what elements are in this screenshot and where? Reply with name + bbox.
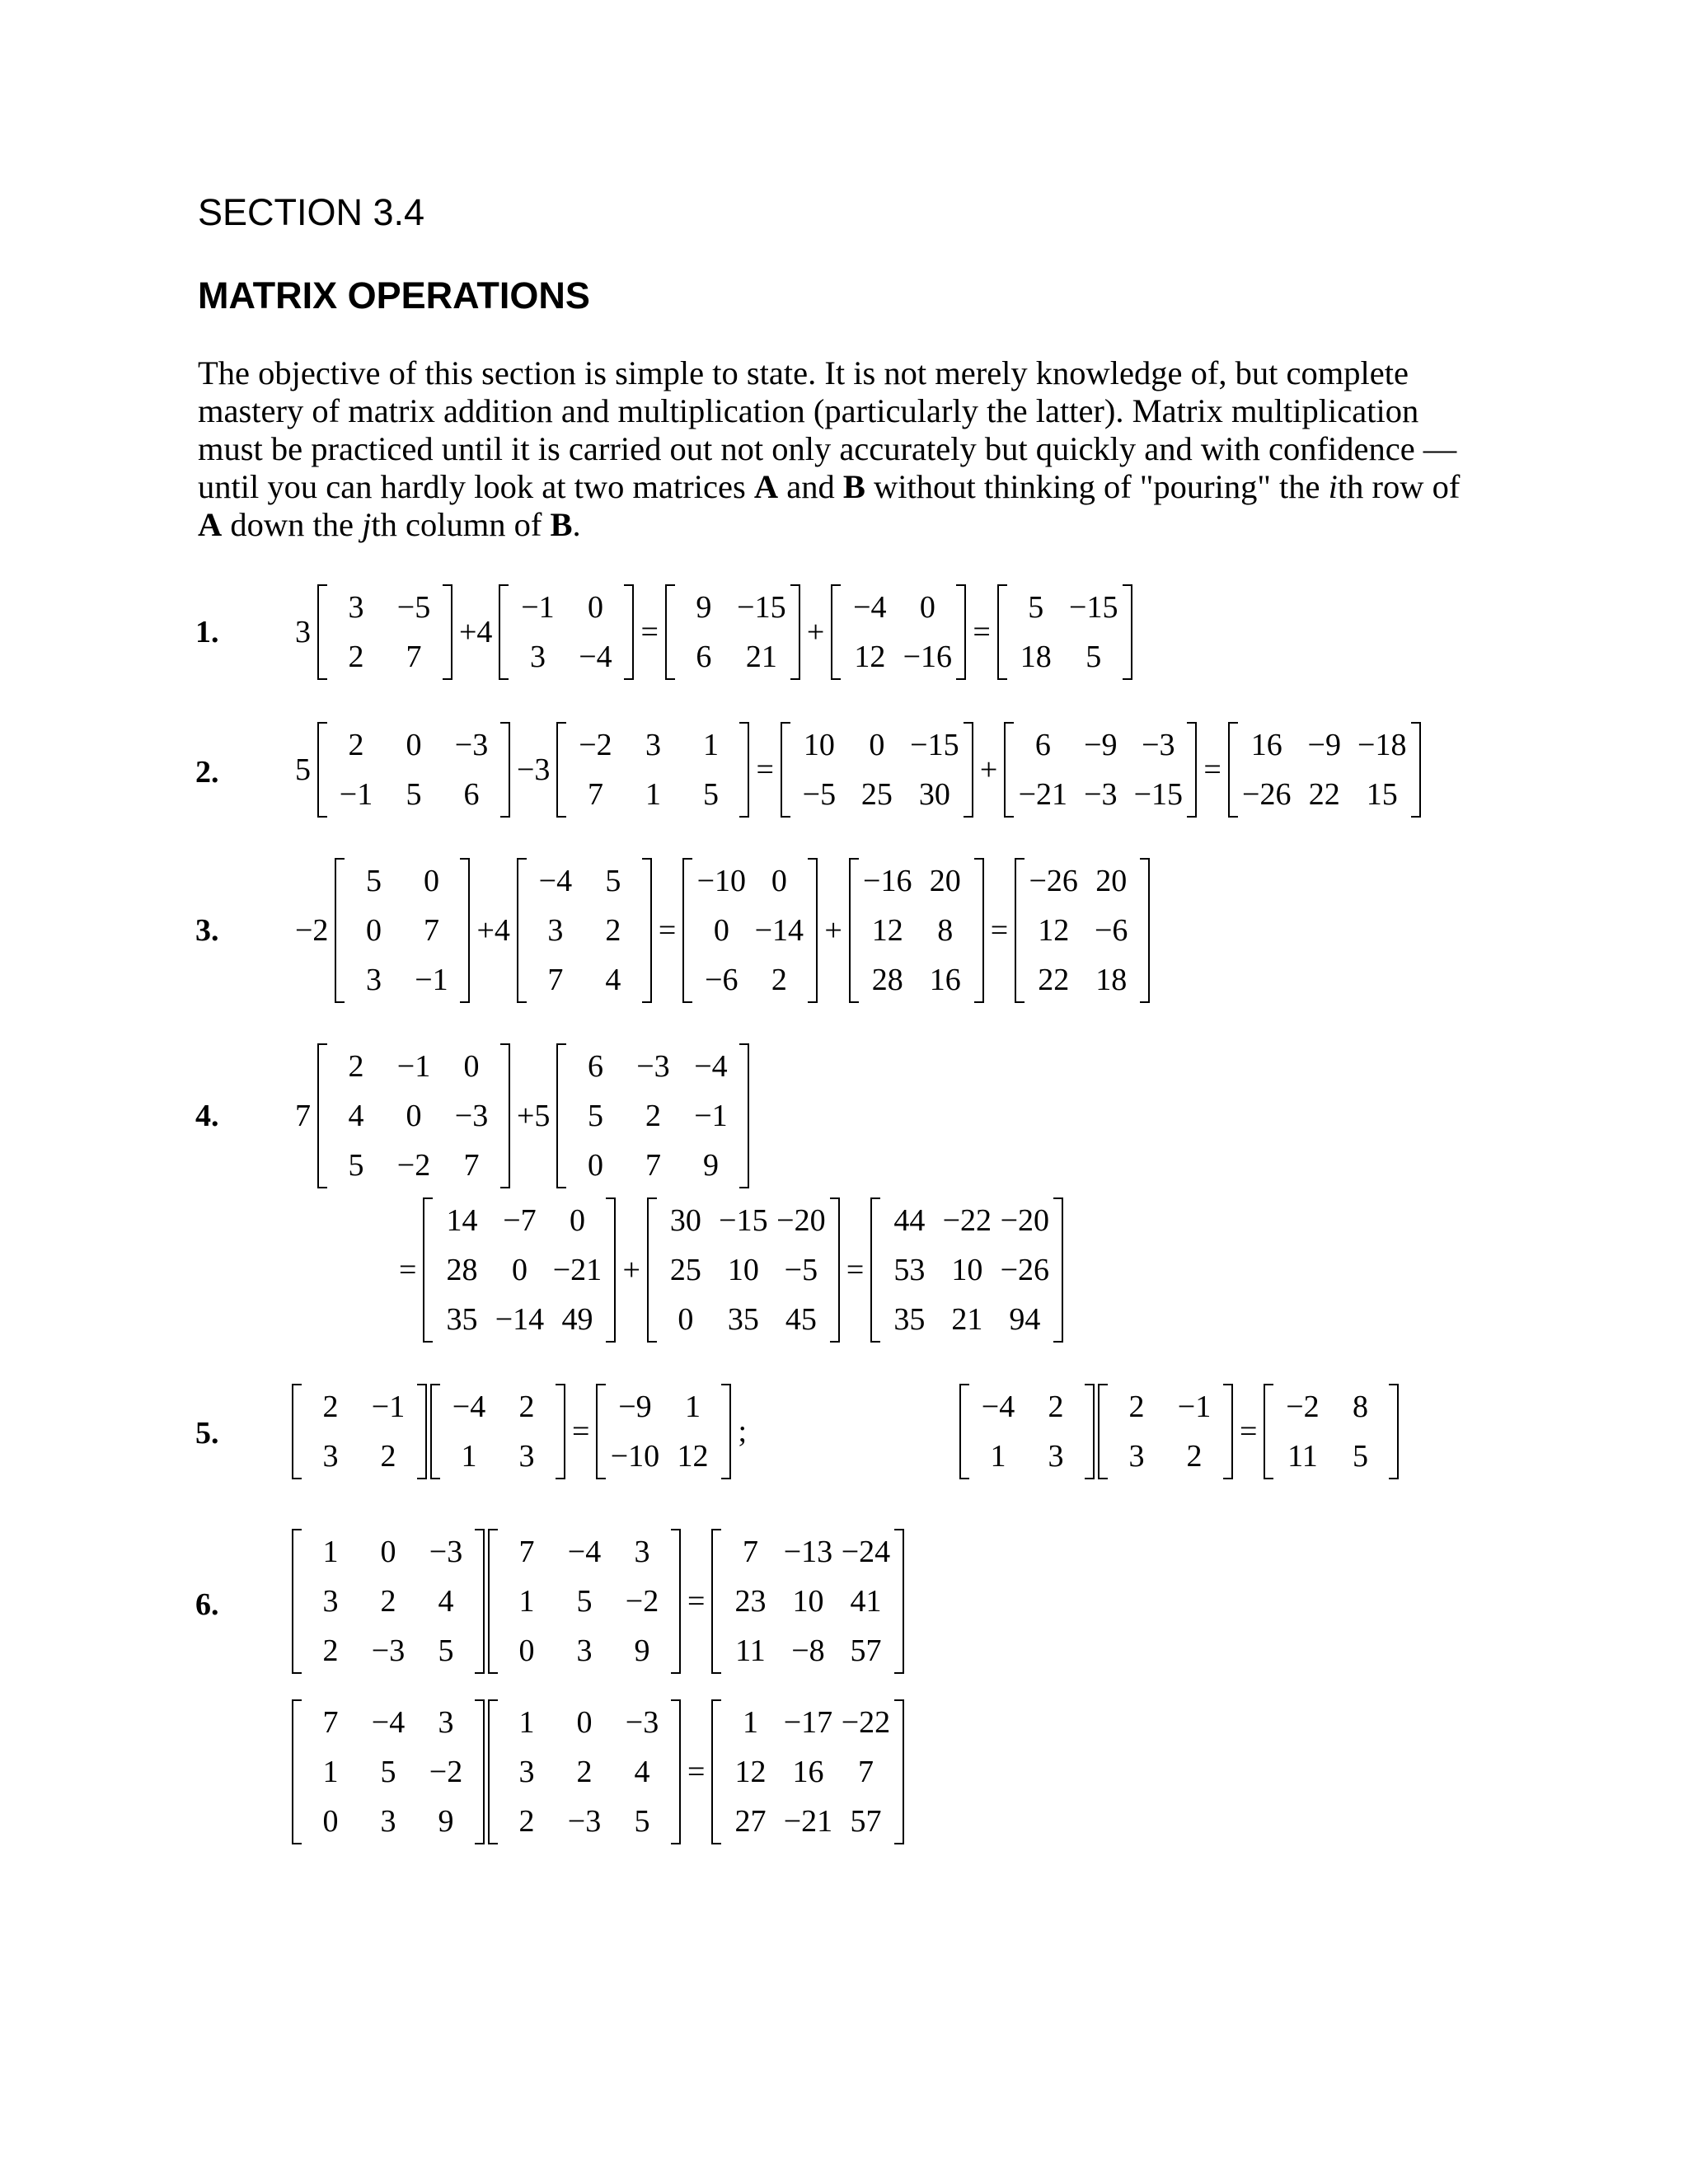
matrix-entry: 94 (1009, 1302, 1041, 1337)
matrix-entry: 5 (380, 1755, 396, 1789)
matrix-entry: 10 (951, 1253, 983, 1287)
matrix-b-symbol: B (550, 506, 573, 543)
problem-2-equation (290, 727, 1423, 813)
matrix-entry: 57 (850, 1633, 882, 1668)
intro-text: and (778, 468, 843, 505)
matrix-entry: −2 (1286, 1390, 1320, 1424)
matrix (333, 856, 471, 1005)
matrix-entry: 16 (1250, 728, 1282, 762)
problem-5-equation (290, 1389, 1400, 1474)
matrix-entry: −1 (339, 777, 373, 812)
matrix-entry: 10 (727, 1253, 759, 1287)
matrix-entry: 7 (587, 777, 603, 812)
matrix-entry: 35 (727, 1302, 759, 1337)
problem-1-equation (290, 589, 1134, 675)
matrix-entry: 2 (518, 1390, 535, 1424)
matrix-entry: 1 (518, 1584, 535, 1619)
matrix-entry: −21 (783, 1804, 833, 1839)
matrix-entry: 0 (518, 1633, 535, 1668)
matrix (1226, 720, 1423, 819)
matrix-entry: 5 (587, 1099, 603, 1133)
matrix-entry: 18 (1020, 640, 1052, 674)
matrix-entry: 28 (871, 963, 903, 997)
matrix-entry: 9 (634, 1633, 650, 1668)
operator: = (399, 1253, 417, 1287)
matrix-entry: −6 (705, 963, 738, 997)
matrix (316, 720, 512, 819)
matrix-entry: 12 (734, 1755, 767, 1789)
matrix-entry: 3 (518, 1439, 535, 1474)
intro-text: The objective of this section is simple to state. It is not merely knowledge of, but complete mastery of matrix addition and multiplication (particularly the latter). Matrix multiplication must be practiced until it is carried out not only accurately but quickly and with confidence — until you can hardly look at two matrices (198, 354, 1457, 505)
matrix-entry: 28 (446, 1253, 478, 1287)
matrix-entry: 0 (587, 1148, 603, 1183)
matrix-entry: −16 (863, 864, 912, 898)
matrix-entry: −15 (719, 1203, 768, 1238)
matrix (663, 583, 802, 682)
section-number: SECTION 3.4 (198, 191, 425, 233)
matrix-entry: −14 (495, 1302, 545, 1337)
matrix-entry: 3 (518, 1755, 535, 1789)
matrix-entry: −2 (579, 728, 612, 762)
matrix-entry: −3 (636, 1049, 670, 1084)
matrix-a-symbol: A (198, 506, 223, 543)
matrix-entry: −1 (521, 590, 555, 625)
index-i: i (1328, 468, 1338, 505)
matrix-entry: −3 (1142, 728, 1175, 762)
matrix-entry: −5 (802, 777, 837, 812)
operator: −2 (295, 913, 329, 948)
matrix-entry: 44 (893, 1203, 926, 1238)
matrix-entry: 1 (322, 1535, 339, 1569)
problem-6-equation (290, 1531, 906, 1671)
matrix-entry: 11 (1287, 1439, 1318, 1474)
problem-4-result (394, 1200, 1065, 1340)
matrix-entry: 49 (561, 1302, 593, 1337)
matrix-entry: 5 (1352, 1439, 1368, 1474)
intro-text: . (572, 506, 581, 543)
matrix-entry: −17 (783, 1705, 833, 1740)
matrix-entry: 3 (438, 1705, 454, 1740)
matrix-entry: 2 (322, 1633, 339, 1668)
matrix-entry: −7 (503, 1203, 537, 1238)
matrix-entry: 27 (734, 1804, 767, 1839)
operator: = (687, 1755, 706, 1789)
matrix-entry: 5 (1028, 590, 1044, 625)
matrix-entry: 2 (380, 1439, 396, 1474)
matrix-entry: 35 (446, 1302, 478, 1337)
matrix-entry: −15 (910, 728, 959, 762)
operator: 5 (295, 752, 311, 787)
matrix-b-symbol: B (842, 468, 865, 505)
problem-number: 5. (195, 1416, 219, 1451)
matrix-entry: 5 (438, 1633, 454, 1668)
operator: + (824, 913, 842, 948)
matrix-entry: 5 (348, 1148, 364, 1183)
matrix-entry: 1 (990, 1439, 1006, 1474)
matrix-entry: −26 (1000, 1253, 1050, 1287)
matrix-entry: 45 (785, 1302, 817, 1337)
operator: 3 (295, 615, 311, 649)
matrix-entry: −24 (841, 1535, 891, 1569)
matrix-entry: 12 (854, 640, 886, 674)
matrix-entry: −3 (429, 1535, 463, 1569)
matrix-entry: −9 (618, 1390, 652, 1424)
matrix-entry: −2 (625, 1584, 659, 1619)
matrix-entry: −4 (853, 590, 887, 625)
matrix (1002, 720, 1198, 819)
matrix-entry: 20 (929, 864, 961, 898)
matrix-entry: −26 (1242, 777, 1292, 812)
intro-text: without thinking of "pouring" the (865, 468, 1329, 505)
matrix-entry: −21 (1018, 777, 1068, 812)
matrix-entry: 25 (860, 777, 893, 812)
matrix-entry: 3 (322, 1584, 339, 1619)
matrix (316, 1042, 512, 1190)
matrix-entry: 7 (322, 1705, 339, 1740)
matrix-entry: 30 (918, 777, 950, 812)
intro-text: down the (222, 506, 363, 543)
matrix-entry: 1 (461, 1439, 477, 1474)
matrix (290, 1527, 486, 1675)
matrix-entry: −4 (981, 1390, 1015, 1424)
matrix-entry: 5 (365, 864, 382, 898)
matrix-entry: −1 (396, 1049, 431, 1084)
matrix-entry: 23 (734, 1584, 767, 1619)
matrix-entry: 2 (1186, 1439, 1203, 1474)
matrix-entry: −15 (1133, 777, 1184, 812)
matrix-entry: 2 (771, 963, 787, 997)
matrix-entry: −22 (942, 1203, 992, 1238)
matrix-entry: 22 (1038, 963, 1070, 997)
matrix (290, 1382, 429, 1481)
matrix-entry: 6 (587, 1049, 603, 1084)
matrix-entry: 15 (1366, 777, 1398, 812)
index-j: j (362, 506, 372, 543)
matrix-entry: −20 (1000, 1203, 1050, 1238)
matrix-entry: 3 (322, 1439, 339, 1474)
operator: = (846, 1253, 865, 1287)
matrix-entry: 0 (678, 1302, 694, 1337)
matrix-entry: −8 (791, 1633, 825, 1668)
operator: −3 (517, 752, 551, 787)
operator: + (622, 1253, 640, 1287)
matrix (710, 1527, 906, 1675)
matrix-entry: 4 (348, 1099, 364, 1133)
matrix (555, 720, 751, 819)
matrix-entry: 7 (857, 1755, 874, 1789)
operator: +4 (476, 913, 510, 948)
matrix-entry: 2 (576, 1755, 593, 1789)
matrix-entry: 16 (792, 1755, 824, 1789)
matrix (515, 856, 654, 1005)
matrix-entry: 7 (518, 1535, 535, 1569)
matrix-entry: 7 (423, 913, 439, 948)
matrix-entry: 7 (406, 640, 422, 674)
operator: = (1203, 752, 1221, 787)
matrix (486, 1698, 682, 1846)
matrix (421, 1196, 617, 1344)
matrix-entry: 3 (529, 640, 546, 674)
matrix-entry: 1 (518, 1705, 535, 1740)
matrix-entry: 3 (645, 728, 661, 762)
matrix-entry: 7 (645, 1148, 661, 1183)
matrix-entry: 2 (605, 913, 621, 948)
matrix-entry: 20 (1095, 864, 1128, 898)
matrix (555, 1042, 751, 1190)
matrix (429, 1382, 567, 1481)
matrix-entry: 4 (605, 963, 621, 997)
matrix-entry: 21 (951, 1302, 983, 1337)
operator: = (756, 752, 774, 787)
problem-number: 6. (195, 1587, 219, 1622)
matrix-entry: −4 (538, 864, 573, 898)
matrix (869, 1196, 1065, 1344)
operator: + (806, 615, 825, 649)
matrix (1096, 1382, 1235, 1481)
matrix-entry: 22 (1308, 777, 1340, 812)
matrix-entry: −6 (1094, 913, 1128, 948)
matrix-entry: 7 (463, 1148, 480, 1183)
operator: = (572, 1414, 590, 1449)
matrix-entry: −3 (567, 1804, 602, 1839)
matrix-entry: 5 (576, 1584, 593, 1619)
matrix-entry: 0 (406, 728, 422, 762)
matrix-entry: 3 (1048, 1439, 1064, 1474)
matrix-entry: 3 (348, 590, 364, 625)
operator: = (687, 1584, 706, 1619)
operator: = (658, 913, 677, 948)
matrix-entry: 0 (569, 1203, 585, 1238)
matrix-entry: 1 (645, 777, 661, 812)
matrix-entry: 0 (919, 590, 935, 625)
matrix (645, 1196, 842, 1344)
matrix-entry: 8 (1352, 1390, 1368, 1424)
matrix-entry: 7 (742, 1535, 758, 1569)
matrix-entry: 2 (322, 1390, 339, 1424)
matrix-entry: 3 (365, 963, 382, 997)
matrix-entry: 1 (702, 728, 719, 762)
matrix-entry: −21 (552, 1253, 603, 1287)
intro-text: th row of (1337, 468, 1461, 505)
matrix-entry: −2 (429, 1755, 463, 1789)
matrix-entry: 10 (803, 728, 835, 762)
operator: = (990, 913, 1009, 948)
problem-number: 4. (195, 1099, 219, 1133)
matrix-entry: −9 (1307, 728, 1341, 762)
matrix-entry: −18 (1357, 728, 1407, 762)
matrix (779, 720, 975, 819)
matrix-entry: 2 (348, 728, 364, 762)
matrix-entry: −4 (567, 1535, 602, 1569)
matrix-entry: −5 (396, 590, 431, 625)
operator: = (640, 615, 659, 649)
matrix-entry: 16 (929, 963, 961, 997)
matrix-entry: −10 (696, 864, 747, 898)
matrix-entry: −15 (1069, 590, 1118, 625)
matrix-entry: 9 (702, 1148, 719, 1183)
matrix (497, 583, 635, 682)
matrix-entry: 2 (380, 1584, 396, 1619)
matrix-entry: −1 (415, 963, 448, 997)
matrix-entry: 4 (438, 1584, 454, 1619)
matrix-entry: −26 (1029, 864, 1078, 898)
problem-number: 1. (195, 615, 219, 649)
matrix-entry: 9 (438, 1804, 454, 1839)
matrix-entry: −20 (776, 1203, 826, 1238)
matrix-entry: 2 (1128, 1390, 1145, 1424)
intro-text: th column of (371, 506, 551, 543)
matrix-entry: 5 (702, 777, 719, 812)
matrix-entry: 2 (348, 1049, 364, 1084)
matrix-entry: −4 (371, 1705, 406, 1740)
matrix-entry: 30 (669, 1203, 701, 1238)
matrix-entry: −4 (452, 1390, 486, 1424)
matrix (1262, 1382, 1400, 1481)
matrix-entry: 3 (547, 913, 564, 948)
matrix-entry: 2 (348, 640, 364, 674)
matrix-entry: 0 (365, 913, 382, 948)
matrix (958, 1382, 1096, 1481)
matrix-entry: 57 (850, 1804, 882, 1839)
matrix (486, 1527, 682, 1675)
matrix-entry: 0 (576, 1705, 593, 1740)
matrix-entry: 6 (696, 640, 712, 674)
matrix-entry: 5 (605, 864, 621, 898)
operator: = (1240, 1414, 1258, 1449)
matrix-entry: 0 (463, 1049, 480, 1084)
operator: ; (738, 1414, 747, 1449)
operator: = (973, 615, 991, 649)
matrix-entry: −14 (754, 913, 804, 948)
matrix-entry: 53 (893, 1253, 926, 1287)
matrix-entry: 1 (322, 1755, 339, 1789)
matrix-entry: 21 (745, 640, 777, 674)
matrix (594, 1382, 733, 1481)
problem-number: 2. (195, 755, 219, 790)
matrix-entry: −5 (784, 1253, 818, 1287)
problem-number: 3. (195, 913, 219, 948)
problem-4-equation (290, 1046, 751, 1186)
matrix-entry: −1 (694, 1099, 728, 1133)
matrix-entry: −4 (694, 1049, 728, 1084)
matrix-entry: −3 (454, 1099, 489, 1133)
matrix-entry: 7 (547, 963, 564, 997)
problem-3-equation (290, 860, 1151, 1001)
matrix-entry: 0 (380, 1535, 396, 1569)
matrix (829, 583, 968, 682)
matrix-entry: 0 (713, 913, 729, 948)
matrix-entry: 5 (1085, 640, 1102, 674)
operator: +4 (459, 615, 493, 649)
operator: +5 (517, 1099, 551, 1133)
matrix-entry: 0 (587, 590, 603, 625)
matrix-entry: 1 (742, 1705, 758, 1740)
matrix-entry: −15 (737, 590, 786, 625)
matrix-entry: 11 (735, 1633, 766, 1668)
matrix-entry: 10 (792, 1584, 824, 1619)
matrix-entry: 0 (771, 864, 787, 898)
matrix-entry: 18 (1095, 963, 1128, 997)
matrix-entry: 41 (850, 1584, 882, 1619)
matrix-entry: 14 (446, 1203, 478, 1238)
matrix-entry: −2 (396, 1148, 431, 1183)
matrix-entry: 0 (869, 728, 885, 762)
matrix-entry: −3 (1084, 777, 1118, 812)
intro-paragraph (198, 354, 1484, 544)
section-title: MATRIX OPERATIONS (198, 274, 590, 316)
matrix (1013, 856, 1151, 1005)
matrix-entry: 12 (871, 913, 903, 948)
matrix (996, 583, 1134, 682)
matrix-entry: −3 (625, 1705, 659, 1740)
matrix-entry: 2 (645, 1099, 661, 1133)
matrix-entry: −13 (783, 1535, 833, 1569)
matrix-entry: 3 (634, 1535, 650, 1569)
matrix-entry: 8 (937, 913, 954, 948)
matrix-entry: 1 (684, 1390, 701, 1424)
matrix-entry: −10 (610, 1439, 660, 1474)
matrix (847, 856, 986, 1005)
operator: + (979, 752, 998, 787)
matrix-entry: −4 (579, 640, 612, 674)
matrix-entry: −3 (454, 728, 489, 762)
matrix-entry: 2 (518, 1804, 535, 1839)
matrix-entry: 0 (322, 1804, 339, 1839)
matrix-entry: 0 (423, 864, 439, 898)
matrix-entry: 0 (511, 1253, 528, 1287)
matrix (290, 1698, 486, 1846)
problem-6-equation-reversed (290, 1702, 906, 1842)
operator: 7 (295, 1099, 311, 1133)
matrix-entry: −9 (1084, 728, 1118, 762)
matrix-entry: −1 (1177, 1390, 1212, 1424)
matrix-entry: 35 (893, 1302, 926, 1337)
matrix-entry: 9 (696, 590, 712, 625)
matrix-entry: −3 (371, 1633, 406, 1668)
matrix-entry: 6 (463, 777, 480, 812)
matrix-entry: 25 (669, 1253, 701, 1287)
matrix-entry: −1 (371, 1390, 406, 1424)
matrix-entry: 0 (406, 1099, 422, 1133)
matrix-entry: 4 (634, 1755, 650, 1789)
matrix-entry: 12 (677, 1439, 709, 1474)
matrix-entry: 12 (1038, 913, 1070, 948)
matrix-entry: 3 (380, 1804, 396, 1839)
matrix-entry: 3 (576, 1633, 593, 1668)
matrix-entry: −22 (841, 1705, 891, 1740)
matrix (710, 1698, 906, 1846)
matrix (681, 856, 819, 1005)
matrix-a-symbol: A (753, 468, 779, 505)
matrix-entry: 3 (1128, 1439, 1145, 1474)
matrix-entry: 5 (634, 1804, 650, 1839)
matrix-entry: 2 (1048, 1390, 1064, 1424)
matrix-entry: −16 (903, 640, 953, 674)
matrix-entry: 6 (1034, 728, 1051, 762)
matrix-entry: 5 (406, 777, 422, 812)
matrix (316, 583, 454, 682)
